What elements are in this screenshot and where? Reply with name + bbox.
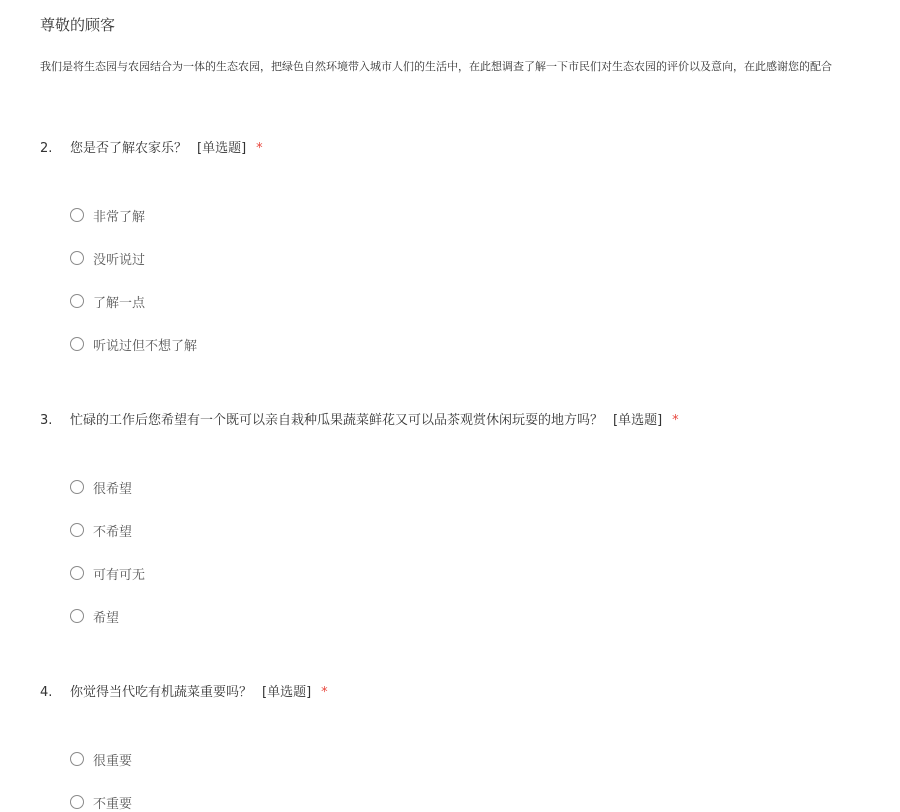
option-label: 听说过但不想了解 [93,338,198,354]
option-radio[interactable] [70,334,197,354]
question-text: 你觉得当代吃有机蔬菜重要吗？ [70,685,253,700]
radio-circle-icon[interactable] [70,523,84,537]
radio-circle-icon[interactable] [70,251,84,265]
question-title [40,681,328,700]
option-radio[interactable] [70,291,145,311]
radio-circle-icon[interactable] [70,795,84,809]
option-radio[interactable] [70,606,119,626]
radio-circle-icon[interactable] [70,337,84,351]
question-type: [单选题] [197,141,247,156]
option-radio[interactable] [70,563,145,583]
survey-intro: 我们是将生态园与农园结合为一体的生态农园，把绿色自然环境带入城市人们的生活中，在此想调查了解一下市民们对生态农园的评价以及意向，在此感谢您的配合 [40,60,832,73]
radio-circle-icon[interactable] [70,609,84,623]
question-text: 忙碌的工作后您希望有一个既可以亲自栽种瓜果蔬菜鲜花又可以品茶观赏休闲玩耍的地方吗？ [70,413,604,428]
option-label: 希望 [93,610,120,626]
required-marker: * [256,141,263,156]
radio-circle-icon[interactable] [70,208,84,222]
option-radio[interactable] [70,792,132,812]
question-text: 您是否了解农家乐？ [70,141,188,156]
option-label: 没听说过 [93,252,146,268]
radio-circle-icon[interactable] [70,566,84,580]
option-label: 很希望 [93,481,133,497]
radio-circle-icon[interactable] [70,752,84,766]
question-type: [单选题] [262,685,312,700]
option-label: 不重要 [93,796,133,812]
radio-circle-icon[interactable] [70,480,84,494]
option-radio[interactable] [70,248,145,268]
question-number: 2. [40,141,53,156]
option-radio[interactable] [70,520,132,540]
option-label: 了解一点 [93,295,146,311]
survey-greeting: 尊敬的顾客 [40,16,116,34]
question-title [40,137,263,156]
option-label: 非常了解 [93,209,146,225]
option-label: 不希望 [93,524,133,540]
question-title [40,409,679,428]
question-type: [单选题] [613,413,663,428]
option-radio[interactable] [70,477,132,497]
question-number: 3. [40,413,53,428]
option-radio[interactable] [70,749,132,769]
option-label: 可有可无 [93,567,146,583]
required-marker: * [672,413,679,428]
radio-circle-icon[interactable] [70,294,84,308]
option-radio[interactable] [70,205,145,225]
required-marker: * [321,685,328,700]
option-label: 很重要 [93,753,133,769]
question-number: 4. [40,685,53,700]
